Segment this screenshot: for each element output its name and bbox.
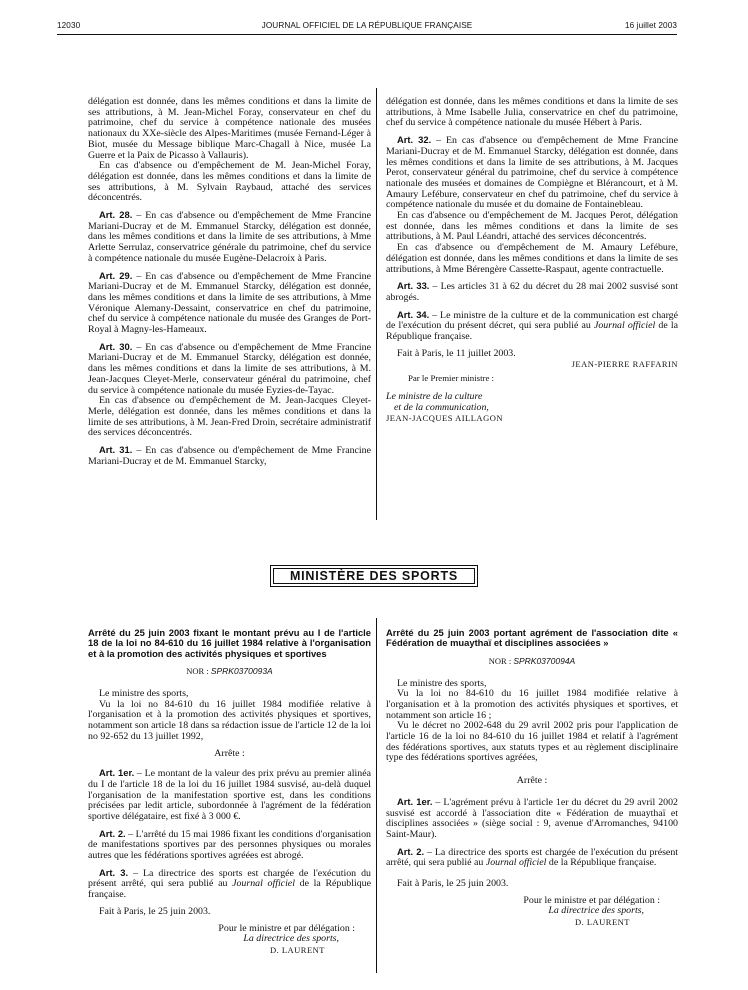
done-at: Fait à Paris, le 11 juillet 2003. — [397, 347, 516, 359]
journal-officiel: Journal officiel — [593, 320, 656, 332]
article-label: Art. 28. — [99, 209, 133, 221]
article-label: Art. 34. — [397, 308, 430, 320]
article-label: Art. 30. — [99, 340, 133, 352]
article-1: Art. 1er. – L'agrément prévu à l'article 1er du décret du 29 avril 2002 susvisé est accordé à l'association dite « Fédération de muaythaï et disciplines associées » (siège social : 9, avenue d'Arromanches, 94100 Saint-Maur). — [386, 795, 678, 840]
paragraph: En cas d'absence ou d'empêchement de M. Jean-Jacques Cleyet-Merle, délégation est donnée, dans les mêmes conditions et dans la limite de ses attributions, à M. Jean-Fred Droin, secrétaire administratif des services déconcentrés. — [88, 395, 371, 439]
article-label: Art. 2. — [397, 845, 425, 857]
paragraph: En cas d'absence ou d'empêchement de M. Amaury Lefébure, délégation est donnée, dans les mêmes conditions et dans la limite de ses attributions, à Mme Bérengère Cassette-Raspaut, agente contractuelle. — [386, 242, 678, 275]
paragraph: Vu la loi no 84-610 du 16 juillet 1984 modifiée relative à l'organisation et à la promotion des activités physiques et sportives, notamment son article 18 dans sa rédaction issue de l'article 12 de la loi no 92-652 du 13 juillet 1992, — [88, 698, 371, 742]
paragraph: délégation est donnée, dans les mêmes conditions et dans la limite de ses attributions, à Mme Isabelle Julia, conservatrice en chef du patrimoine, chef du service à compétence nationale du musée Hébert à Paris. — [386, 96, 678, 129]
paragraph: délégation est donnée, dans les mêmes conditions et dans la limite de ses attributions, à M. Jean-Michel Foray, conservateur en chef du patrimoine, chef du service à compétence nationale des musées nationaux du XXe-siècle des Alpes-Maritimes (musée Fernand-Léger à Biot, musée du Message biblique Marc-Chagall à Nice, musée La Guerre et la Paix de Picasso à Vallauris). — [88, 96, 371, 161]
paragraph: Vu la loi no 84-610 du 16 juillet 1984 modifiée relative à l'organisation et à la promotion des activités physiques et sportives, et notamment son article 16 ; — [386, 688, 678, 721]
article-28: Art. 28. – En cas d'absence ou d'empêchement de Mme Francine Mariani-Ducray et de M. Emmanuel Starcky, délégation est donnée, dans les mêmes conditions et dans la limite de ses attributions, à Mme Arlette Serrulaz, conservatrice générale du patrimoine, chef du service à compétence nationale du musée Eugène-Delacroix à Paris. — [88, 209, 371, 264]
article-label: Art. 1er. — [99, 767, 135, 779]
ministry-banner — [270, 565, 478, 587]
signatory-role: La directrice des sports, — [548, 905, 644, 917]
article-label: Art. 1er. — [397, 795, 433, 807]
article-30: Art. 30. – En cas d'absence ou d'empêchement de Mme Francine Mariani-Ducray et de M. Emmanuel Starcky, délégation est donnée, dans les mêmes conditions et dans la limite de ses attributions, à M. Jean-Jacques Cleyet-Merle, conservateur général du patrimoine, chef du service à compétence nationale du musée Eyzies-de-Tayac. — [88, 340, 371, 396]
article-label: Art. 29. — [99, 269, 133, 281]
ministry-title: MINISTÈRE DES SPORTS — [273, 568, 475, 584]
decree-title: Arrêté du 25 juin 2003 fixant le montant prévu au I de l'article 18 de la loi no 84-610 du 16 juillet 1984 relative à l'organisation et à la promotion des activités physiques et sportives — [88, 627, 371, 659]
article-2: Art. 2. – L'arrêté du 15 mai 1986 fixant les conditions d'organisation de manifestations sportives par des personnes physiques ou morales autres que les fédérations sportives agréées est abrogé. — [88, 827, 371, 862]
paragraph: Le ministre des sports, — [397, 677, 487, 689]
issue-date: 16 juillet 2003 — [624, 21, 677, 30]
journal-officiel: Journal officiel — [485, 857, 547, 869]
journal-title: JOURNAL OFFICIEL DE LA RÉPUBLIQUE FRANÇAISE — [261, 21, 473, 30]
column-divider — [376, 88, 377, 520]
running-header — [57, 21, 677, 35]
signatory-role: La directrice des sports, — [243, 933, 339, 945]
signatory-name: D. LAURENT — [574, 917, 630, 928]
nor-code: SPRK0370094A — [513, 655, 576, 666]
arrete-heading: Arrête : — [214, 748, 245, 760]
article-label: Art. 32. — [397, 134, 432, 146]
header-rule — [57, 34, 677, 35]
paragraph: En cas d'absence ou d'empêchement de M. Jacques Perot, délégation est donnée, dans les mêmes conditions et dans la limite de ses attributions, à M. Paul Léandri, attaché des services déconcentrés. — [386, 210, 678, 243]
bottom-right-column — [386, 628, 678, 928]
done-at: Fait à Paris, le 25 juin 2003. — [397, 878, 509, 890]
arrete-heading: Arrête : — [516, 775, 548, 787]
paragraph: Vu le décret no 2002-648 du 29 avril 2002 pris pour l'application de l'article 16 de la loi no 84-610 du 16 juillet 1984 et relatif à l'agrément des fédérations sportives, aux statuts types et au règlement disciplinaire type des fédérations sportives agréées, — [386, 720, 678, 764]
decree-title: Arrêté du 25 juin 2003 portant agrément de l'association dite « Fédération de muaythaï et disciplines associées » — [386, 627, 678, 649]
signatory-name: D. LAURENT — [269, 944, 325, 955]
bottom-left-column — [88, 628, 371, 956]
article-32: Art. 32. – En cas d'absence ou d'empêchement de Mme Francine Mariani-Ducray et de M. Emmanuel Starcky, délégation est donnée, dans les mêmes conditions et dans la limite de ses attributions, à M. Jacques Perot, conservateur général du patrimoine, chef du service à compétence nationale des musées et domaines de Compiègne et Blérancourt, et à M. Amaury Lefébure, conservateur en chef du patrimoine, chef du service à compétence nationale du musée et du domaine de Fontainebleau. — [386, 134, 678, 211]
page-number: 12030 — [57, 21, 81, 30]
article-3: Art. 3. – La directrice des sports est chargée de l'exécution du présent arrêté, qui sera publié au Journal officiel de la République française. — [88, 866, 371, 901]
article-29: Art. 29. – En cas d'absence ou d'empêchement de Mme Francine Mariani-Ducray et de M. Emmanuel Starcky, délégation est donnée, dans les mêmes conditions et dans la limite de ses attributions, à Mme Véronique Alemany-Dessaint, conservatrice en chef du patrimoine, chef du service à compétence nationale du musée des Granges de Port-Royal à Magny-les-Hameaux. — [88, 269, 371, 336]
nor-reference: NOR : SPRK0370093A — [186, 666, 273, 677]
nor-code: SPRK0370093A — [210, 666, 273, 677]
article-label: Art. 31. — [99, 444, 133, 456]
nor-reference: NOR : SPRK0370094A — [488, 655, 576, 666]
article-label: Art. 3. — [99, 866, 129, 878]
article-label: Art. 33. — [397, 280, 430, 292]
article-1: Art. 1er. – Le montant de la valeur des prix prévu au premier alinéa du I de l'article 18 de la loi du 16 juillet 1984 susvisé, au-delà duquel l'organisation de la manifestation sportive est, dans les conditions précisées par ledit article, subordonnée à l'agrément de la fédération sportive délégataire, est fixé à 3 000 €. — [88, 767, 371, 822]
article-2: Art. 2. – La directrice des sports est chargée de l'exécution du présent arrêté, qui sera publié au Journal officiel de la République française. — [386, 845, 678, 869]
top-right-column — [386, 97, 678, 424]
signatory: JEAN-PIERRE RAFFARIN — [571, 359, 678, 370]
article-34: Art. 34. – Le ministre de la culture et de la communication est chargé de l'exécution du présent décret, qui sera publié au Journal officiel de la République française. — [386, 308, 678, 343]
column-divider — [376, 618, 377, 973]
paragraph: En cas d'absence ou d'empêchement de M. Jean-Michel Foray, délégation est donnée, dans les mêmes conditions et dans la limite de ses attributions, à M. Sylvain Raybaud, attaché des services déconcentrés. — [88, 160, 371, 204]
minister-role: et de la communication, — [394, 401, 489, 413]
minister-name: JEAN-JACQUES AILLAGON — [386, 413, 503, 424]
delegation: Pour le ministre et par délégation : — [218, 922, 355, 934]
article-label: Art. 2. — [99, 827, 126, 839]
article-33: Art. 33. – Les articles 31 à 62 du décret du 28 mai 2002 susvisé sont abrogés. — [386, 280, 678, 303]
article-31: Art. 31. – En cas d'absence ou d'empêchement de Mme Francine Mariani-Ducray et de M. Emmanuel Starcky, — [88, 444, 371, 467]
delegation: Pour le ministre et par délégation : — [523, 894, 660, 906]
minister-role: Le ministre de la culture — [386, 390, 483, 402]
done-at: Fait à Paris, le 25 juin 2003. — [99, 905, 211, 917]
by-prime-minister: Par le Premier ministre : — [408, 373, 494, 384]
top-left-column — [88, 97, 371, 468]
paragraph: Le ministre des sports, — [99, 687, 189, 699]
journal-officiel: Journal officiel — [232, 878, 295, 890]
